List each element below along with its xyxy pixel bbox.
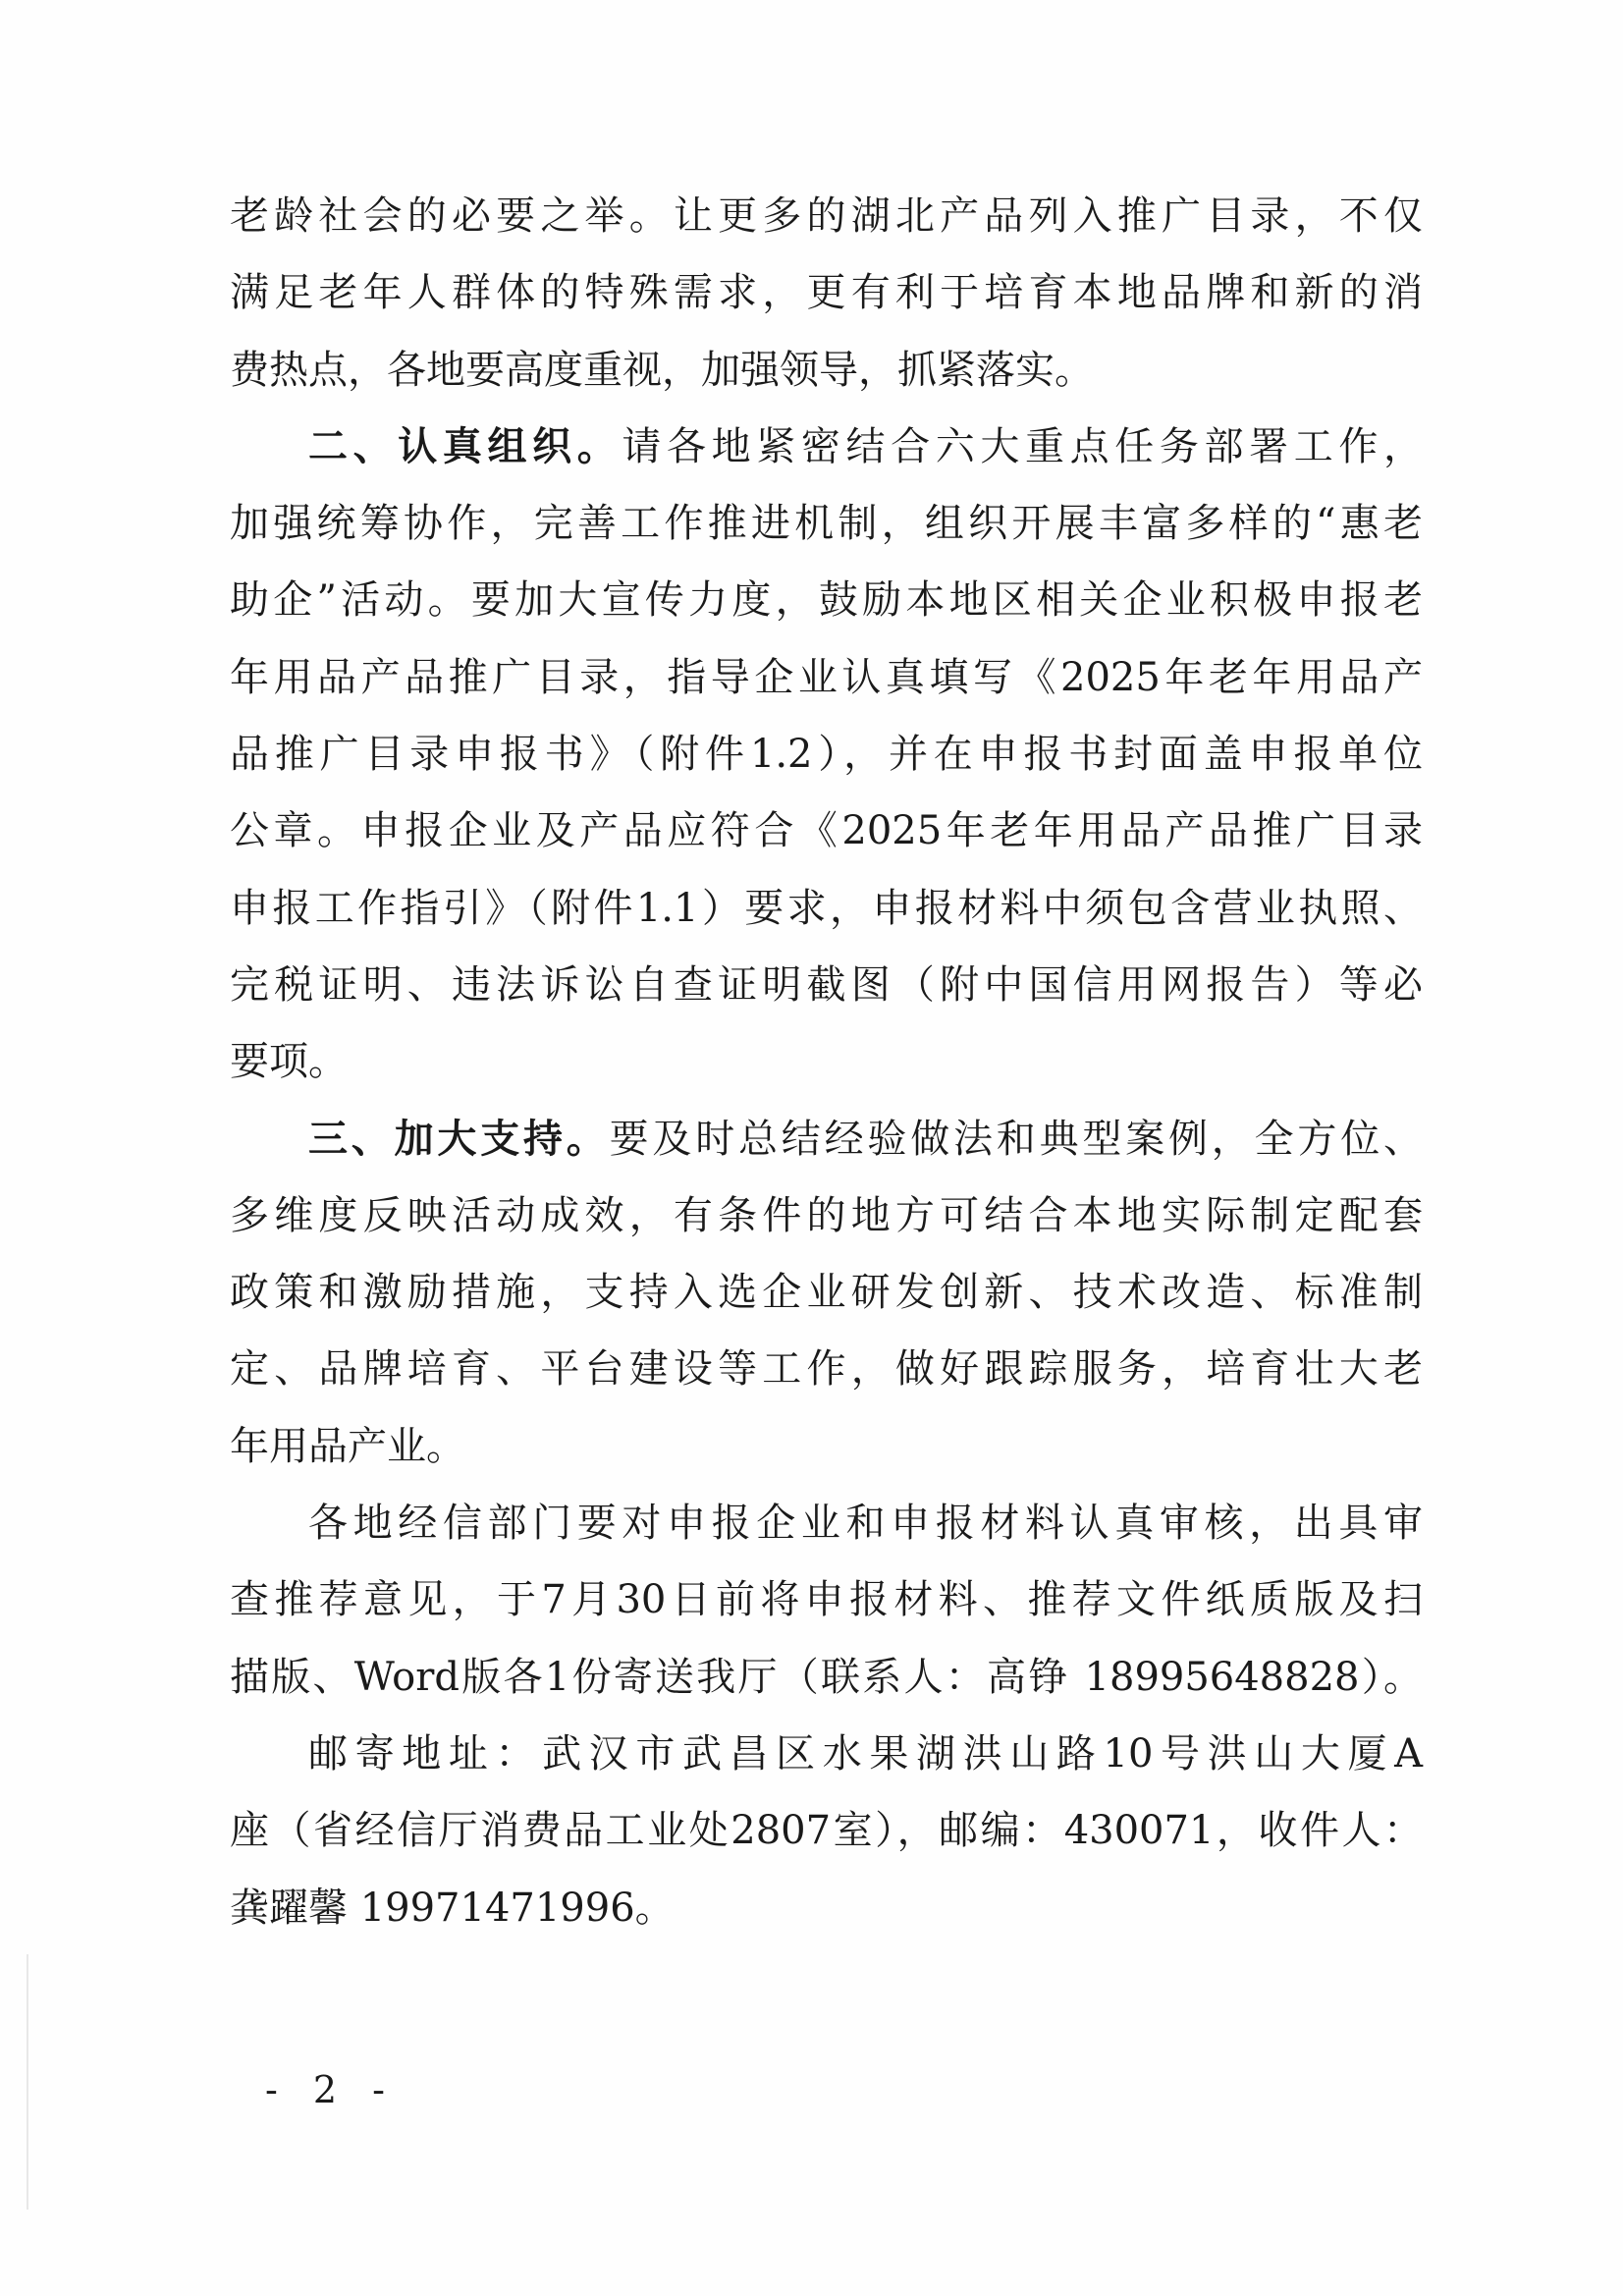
paragraph-line: 政策和激励措施，支持入选企业研发创新、技术改造、标准制	[230, 1270, 1423, 1316]
paragraph-line: 满足老年人群体的特殊需求，更有利于培育本地品牌和新的消	[230, 270, 1423, 316]
page-number: - 2 -	[265, 2068, 398, 2111]
paragraph-line: 加强统筹协作，完善工作推进机制，组织开展丰富多样的“惠老	[230, 501, 1423, 547]
section-heading-support: 三、加大支持。	[308, 1115, 610, 1162]
paragraph-2	[230, 422, 1423, 1085]
paragraph-line: 邮寄地址：武汉市武昌区水果湖洪山路10号洪山大厦A	[308, 1730, 1423, 1777]
paragraph-4	[230, 1501, 1423, 1700]
paragraph-line: 申报工作指引》（附件1.1）要求，申报材料中须包含营业执照、	[230, 885, 1423, 931]
paragraph-line: 年用品产业。	[230, 1423, 465, 1469]
paragraph-line: 年用品产品推广目录，指导企业认真填写《2025年老年用品产	[230, 654, 1423, 700]
paragraph-text: 要及时总结经验做法和典型案例，全方位、	[609, 1116, 1424, 1162]
paragraph-line: 定、品牌培育、平台建设等工作，做好跟踪服务，培育壮大老	[230, 1346, 1423, 1393]
paragraph-3	[230, 1115, 1424, 1469]
paragraph-line: 老龄社会的必要之举。让更多的湖北产品列入推广目录，不仅	[230, 193, 1423, 239]
paragraph-1	[230, 193, 1423, 393]
paragraph-line: 龚躍馨 19971471996。	[230, 1885, 675, 1931]
paragraph-5	[230, 1730, 1423, 1931]
document-body	[230, 193, 1424, 1965]
paragraph-line: 各地经信部门要对申报企业和申报材料认真审核，出具审	[308, 1501, 1423, 1547]
paragraph-line: 费热点，各地要高度重视，加强领导，抓紧落实。	[230, 347, 1094, 393]
paragraph-text: 请各地紧密结合六大重点任务部署工作，	[622, 423, 1423, 469]
paragraph-line: 完税证明、违法诉讼自查证明截图（附中国信用网报告）等必	[230, 961, 1423, 1008]
paragraph-line: 要项。	[230, 1039, 348, 1085]
paragraph-line	[230, 422, 1423, 469]
scan-edge-mark	[27, 1954, 28, 2210]
paragraph-line: 多维度反映活动成效，有条件的地方可结合本地实际制定配套	[230, 1192, 1423, 1238]
paragraph-line: 查推荐意见，于7月30日前将申报材料、推荐文件纸质版及扫	[230, 1577, 1423, 1623]
paragraph-line: 座（省经信厅消费品工业处2807室），邮编：430071，收件人：	[230, 1808, 1423, 1854]
paragraph-line: 品推广目录申报书》（附件1.2），并在申报书封面盖申报单位	[230, 732, 1423, 778]
paragraph-line: 描版、Word版各1份寄送我厅（联系人：高铮 18995648828）。	[230, 1654, 1423, 1700]
section-heading-organize: 二、认真组织。	[308, 422, 622, 469]
paragraph-line	[230, 1115, 1424, 1162]
paragraph-line: 公章。申报企业及产品应符合《2025年老年用品产品推广目录	[230, 808, 1423, 854]
paragraph-line: 助企”活动。要加大宣传力度，鼓励本地区相关企业积极申报老	[230, 577, 1423, 624]
